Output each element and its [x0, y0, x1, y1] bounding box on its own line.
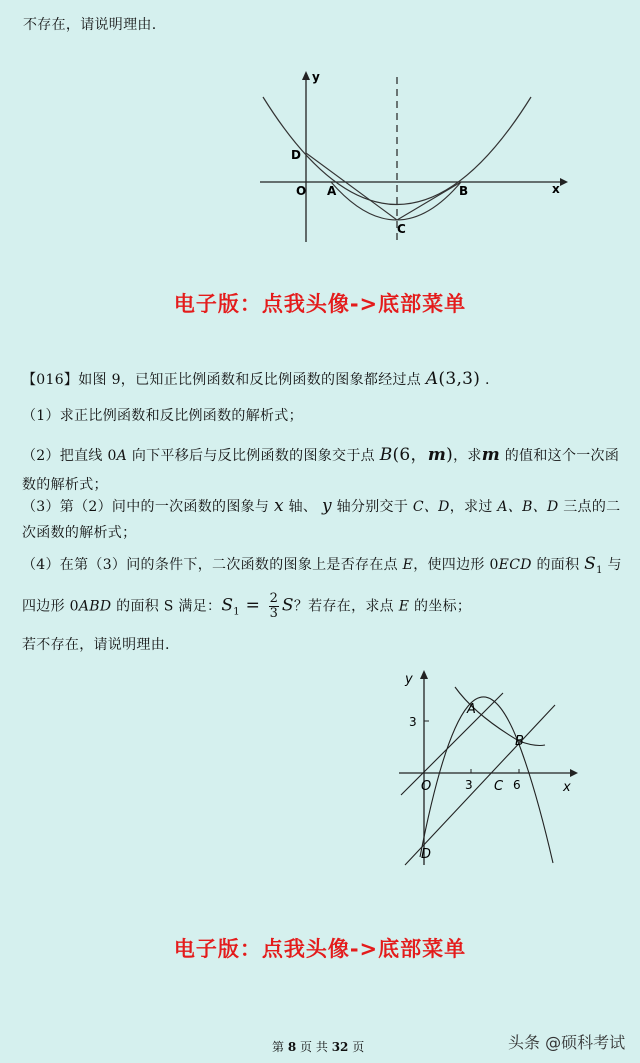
line-dc [306, 153, 397, 220]
label-o: O [421, 779, 432, 794]
promo-link-1[interactable]: 电子版：点我头像->底部菜单 [173, 292, 467, 316]
question-4-cont: 若不存在，请说明理由. [22, 637, 170, 653]
question-4: （4）在第（3）问的条件下，二次函数的图象上是否存在点 E，使四边形 0ECD 的面积 $S_1$ 与 [22, 554, 622, 576]
continuation-text: 不存在，请说明理由. [23, 17, 157, 33]
parabola-small [331, 182, 461, 220]
label-b: B [459, 184, 469, 198]
label-c: C [397, 222, 406, 236]
question-1: （1）求正比例函数和反比例函数的解析式； [22, 408, 303, 424]
label-d: D [291, 148, 301, 162]
problem-tag: 【016】 [22, 372, 79, 388]
line-cb [397, 182, 461, 220]
line-y-equals-x [401, 693, 503, 795]
figure-parabola-2 [395, 665, 590, 870]
question-2: （2）把直线 0A 向下平移后与反比例函数的图象交于点 B(6，m)，求m 的值和这个一次函 [22, 445, 620, 465]
question-3: （3）第（2）问中的一次函数的图象与 x 轴、 y 轴分别交于 C、D，求过 A、B、D 三点的二 [22, 496, 621, 516]
label-x: x [563, 780, 571, 795]
label-d: D [421, 847, 432, 862]
label-a: A [467, 702, 476, 717]
tick-y-3: 3 [409, 715, 417, 729]
watermark: 头条 @硕科考试 [508, 1033, 626, 1052]
tick-x-3: 3 [465, 778, 473, 792]
figure-parabola-1 [255, 65, 575, 250]
label-a: A [327, 184, 337, 198]
tick-x-6: 6 [513, 778, 521, 792]
question-4-condition: 四边形 0ABD 的面积 S 满足：$S_1$ = $\frac{2}{3}$ S？若存在，求点 E 的坐标； [22, 591, 472, 621]
question-3-cont: 次函数的解析式； [22, 525, 137, 541]
x-axis-arrow [560, 178, 568, 186]
fraction-two-thirds: $\frac{2}{3}$ [269, 591, 279, 621]
problem-intro: 【016】如图 9，已知正比例函数和反比例函数的图象都经过点 A(3,3) . [22, 369, 490, 389]
label-y: y [405, 672, 413, 687]
label-o: O [296, 184, 307, 198]
label-y: y [312, 70, 320, 84]
x-axis-arrow [570, 769, 578, 777]
y-axis-arrow [420, 670, 428, 679]
label-b: B [515, 734, 524, 749]
label-c: C [494, 779, 504, 794]
parabola-abd [420, 697, 553, 863]
label-x: x [552, 182, 560, 196]
question-2-cont: 数的解析式； [22, 477, 108, 493]
y-axis-arrow [302, 71, 310, 80]
promo-link-2[interactable]: 电子版：点我头像->底部菜单 [173, 937, 467, 961]
page-footer: 第 8 页 共 32 页 [272, 1040, 365, 1054]
